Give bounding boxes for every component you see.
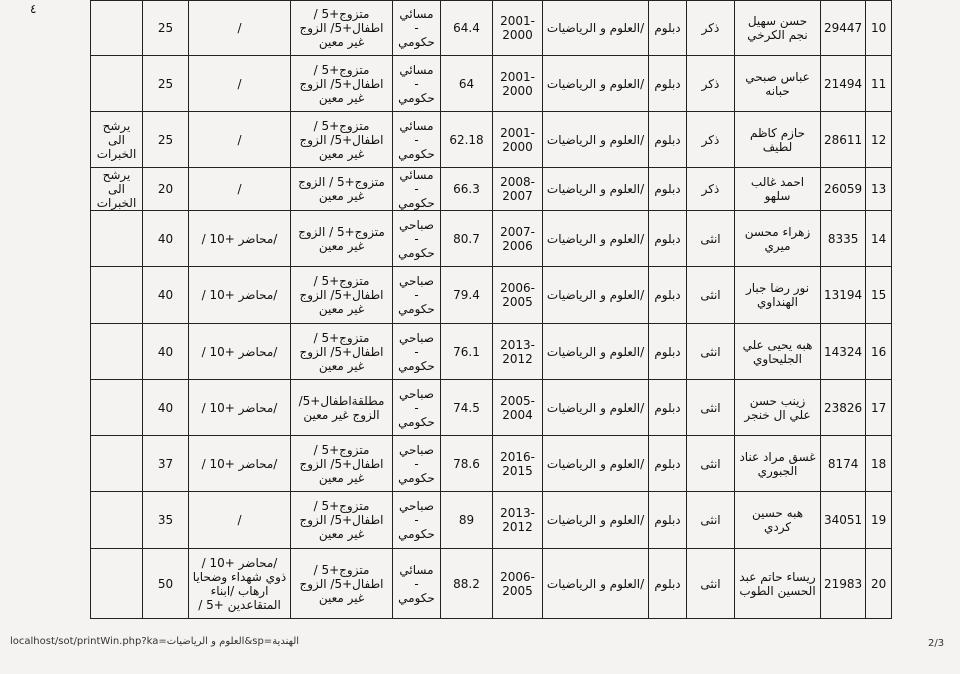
score-cell: 40 [143, 324, 189, 380]
footer-page-number: 2/3 [928, 638, 945, 649]
shift-cell: مسائي - حكومي [393, 549, 441, 619]
table-row [91, 549, 892, 619]
shift-cell: مسائي - حكومي [393, 112, 441, 168]
gender-cell: انثى [687, 324, 735, 380]
marital-cell: متزوج+5 / اطفال+5/ الزوج غير معين [291, 112, 393, 168]
seq-cell: 11 [866, 56, 892, 112]
gender-cell: انثى [687, 211, 735, 267]
shift-cell: مسائي - حكومي [393, 1, 441, 56]
year-cell: 2001-2000 [493, 56, 543, 112]
id-cell: 23826 [821, 380, 866, 436]
extras-cell: / [189, 1, 291, 56]
gender-cell: ذكر [687, 1, 735, 56]
degree-cell: دبلوم [649, 436, 687, 492]
note-cell [91, 267, 143, 324]
degree-cell: دبلوم [649, 380, 687, 436]
average-cell: 88.2 [441, 549, 493, 619]
extras-cell: / [189, 112, 291, 168]
marital-cell: متزوج+5 / اطفال+5/ الزوج غير معين [291, 436, 393, 492]
note-cell [91, 324, 143, 380]
year-cell: 2016-2015 [493, 436, 543, 492]
score-cell: 40 [143, 380, 189, 436]
extras-cell: /محاضر +10 / [189, 211, 291, 267]
marital-cell: متزوج+5 / اطفال+5/ الزوج غير معين [291, 492, 393, 549]
department-cell: /العلوم و الرياضيات [543, 380, 649, 436]
id-cell: 14324 [821, 324, 866, 380]
seq-cell: 18 [866, 436, 892, 492]
marital-cell: متزوج+5 / اطفال+5/ الزوج غير معين [291, 1, 393, 56]
seq-cell: 13 [866, 168, 892, 211]
id-cell: 8174 [821, 436, 866, 492]
gender-cell: انثى [687, 492, 735, 549]
table-row [91, 436, 892, 492]
score-cell: 50 [143, 549, 189, 619]
department-cell: /العلوم و الرياضيات [543, 549, 649, 619]
name-cell: هبه يحيى علي الجليحاوي [735, 324, 821, 380]
name-cell: ريساء حاتم عبد الحسين الطوب [735, 549, 821, 619]
seq-cell: 14 [866, 211, 892, 267]
shift-cell: مسائي - حكومي [393, 56, 441, 112]
note-cell [91, 1, 143, 56]
shift-cell: صباحي - حكومي [393, 324, 441, 380]
gender-cell: انثى [687, 267, 735, 324]
extras-cell: /محاضر +10 /ذوي شهداء وضحايا ارهاب /ابناء المتقاعدين +5 / [189, 549, 291, 619]
id-cell: 26059 [821, 168, 866, 211]
extras-cell: / [189, 492, 291, 549]
shift-cell: مسائي - حكومي [393, 168, 441, 211]
extras-cell: / [189, 168, 291, 211]
gender-cell: انثى [687, 549, 735, 619]
degree-cell: دبلوم [649, 112, 687, 168]
page-mark: ٤ [30, 2, 37, 16]
id-cell: 21494 [821, 56, 866, 112]
score-cell: 37 [143, 436, 189, 492]
average-cell: 76.1 [441, 324, 493, 380]
extras-cell: / [189, 56, 291, 112]
id-cell: 34051 [821, 492, 866, 549]
footer-url: localhost/sot/printWin.php?ka=العلوم و الرياضيات&sp=الهندية [10, 636, 300, 647]
year-cell: 2001-2000 [493, 1, 543, 56]
name-cell: حسن سهيل نجم الكرخي [735, 1, 821, 56]
degree-cell: دبلوم [649, 211, 687, 267]
table-row [91, 324, 892, 380]
extras-cell: /محاضر +10 / [189, 324, 291, 380]
marital-cell: متزوج+5 / اطفال+5/ الزوج غير معين [291, 324, 393, 380]
degree-cell: دبلوم [649, 492, 687, 549]
table-row [91, 56, 892, 112]
marital-cell: متزوج+5 / الزوج غير معين [291, 168, 393, 211]
name-cell: زينب حسن علي ال خنجر [735, 380, 821, 436]
department-cell: /العلوم و الرياضيات [543, 211, 649, 267]
seq-cell: 20 [866, 549, 892, 619]
score-cell: 40 [143, 267, 189, 324]
note-cell: يرشح الى الخبرات [91, 112, 143, 168]
seq-cell: 19 [866, 492, 892, 549]
year-cell: 2013-2012 [493, 492, 543, 549]
average-cell: 66.3 [441, 168, 493, 211]
id-cell: 28611 [821, 112, 866, 168]
seq-cell: 10 [866, 1, 892, 56]
degree-cell: دبلوم [649, 267, 687, 324]
year-cell: 2006-2005 [493, 267, 543, 324]
marital-cell: متزوج+5 / اطفال+5/ الزوج غير معين [291, 267, 393, 324]
table-row [91, 267, 892, 324]
table-row [91, 1, 892, 56]
note-cell [91, 436, 143, 492]
score-cell: 20 [143, 168, 189, 211]
department-cell: /العلوم و الرياضيات [543, 1, 649, 56]
degree-cell: دبلوم [649, 56, 687, 112]
degree-cell: دبلوم [649, 549, 687, 619]
department-cell: /العلوم و الرياضيات [543, 492, 649, 549]
note-cell [91, 211, 143, 267]
seq-cell: 15 [866, 267, 892, 324]
name-cell: غسق مراد عناد الجبوري [735, 436, 821, 492]
id-cell: 29447 [821, 1, 866, 56]
id-cell: 8335 [821, 211, 866, 267]
average-cell: 78.6 [441, 436, 493, 492]
note-cell [91, 492, 143, 549]
extras-cell: /محاضر +10 / [189, 436, 291, 492]
average-cell: 89 [441, 492, 493, 549]
department-cell: /العلوم و الرياضيات [543, 112, 649, 168]
name-cell: احمد غالب سلهو [735, 168, 821, 211]
department-cell: /العلوم و الرياضيات [543, 436, 649, 492]
department-cell: /العلوم و الرياضيات [543, 168, 649, 211]
name-cell: حازم كاظم لطيف [735, 112, 821, 168]
score-cell: 25 [143, 56, 189, 112]
score-cell: 35 [143, 492, 189, 549]
year-cell: 2005-2004 [493, 380, 543, 436]
extras-cell: /محاضر +10 / [189, 380, 291, 436]
degree-cell: دبلوم [649, 168, 687, 211]
score-cell: 25 [143, 1, 189, 56]
table-row [91, 380, 892, 436]
average-cell: 62.18 [441, 112, 493, 168]
department-cell: /العلوم و الرياضيات [543, 324, 649, 380]
note-cell [91, 56, 143, 112]
marital-cell: متزوج+5 / الزوج غير معين [291, 211, 393, 267]
year-cell: 2001-2000 [493, 112, 543, 168]
score-cell: 40 [143, 211, 189, 267]
year-cell: 2008-2007 [493, 168, 543, 211]
table-row [91, 112, 892, 168]
year-cell: 2013-2012 [493, 324, 543, 380]
average-cell: 80.7 [441, 211, 493, 267]
note-cell [91, 549, 143, 619]
seq-cell: 16 [866, 324, 892, 380]
average-cell: 74.5 [441, 380, 493, 436]
note-cell [91, 380, 143, 436]
shift-cell: صباحي - حكومي [393, 211, 441, 267]
department-cell: /العلوم و الرياضيات [543, 267, 649, 324]
table-row [91, 211, 892, 267]
seq-cell: 12 [866, 112, 892, 168]
gender-cell: ذكر [687, 56, 735, 112]
marital-cell: متزوج+5 / اطفال+5/ الزوج غير معين [291, 56, 393, 112]
average-cell: 64 [441, 56, 493, 112]
id-cell: 21983 [821, 549, 866, 619]
degree-cell: دبلوم [649, 324, 687, 380]
shift-cell: صباحي - حكومي [393, 267, 441, 324]
table-row [91, 168, 892, 211]
department-cell: /العلوم و الرياضيات [543, 56, 649, 112]
year-cell: 2006-2005 [493, 549, 543, 619]
name-cell: نور رضا جبار الهنداوي [735, 267, 821, 324]
name-cell: زهراء محسن ميري [735, 211, 821, 267]
seq-cell: 17 [866, 380, 892, 436]
gender-cell: انثى [687, 436, 735, 492]
gender-cell: انثى [687, 380, 735, 436]
id-cell: 13194 [821, 267, 866, 324]
average-cell: 79.4 [441, 267, 493, 324]
marital-cell: مطلقةاطفال+5/ الزوج غير معين [291, 380, 393, 436]
shift-cell: صباحي - حكومي [393, 436, 441, 492]
degree-cell: دبلوم [649, 1, 687, 56]
table-row [91, 492, 892, 549]
extras-cell: /محاضر +10 / [189, 267, 291, 324]
shift-cell: صباحي - حكومي [393, 492, 441, 549]
score-cell: 25 [143, 112, 189, 168]
applicants-table [90, 0, 892, 619]
marital-cell: متزوج+5 / اطفال+5/ الزوج غير معين [291, 549, 393, 619]
note-cell: يرشح الى الخبرات [91, 168, 143, 211]
average-cell: 64.4 [441, 1, 493, 56]
name-cell: عباس صبحي حبانه [735, 56, 821, 112]
gender-cell: ذكر [687, 168, 735, 211]
name-cell: هبه حسين كردي [735, 492, 821, 549]
shift-cell: صباحي - حكومي [393, 380, 441, 436]
year-cell: 2007-2006 [493, 211, 543, 267]
gender-cell: ذكر [687, 112, 735, 168]
